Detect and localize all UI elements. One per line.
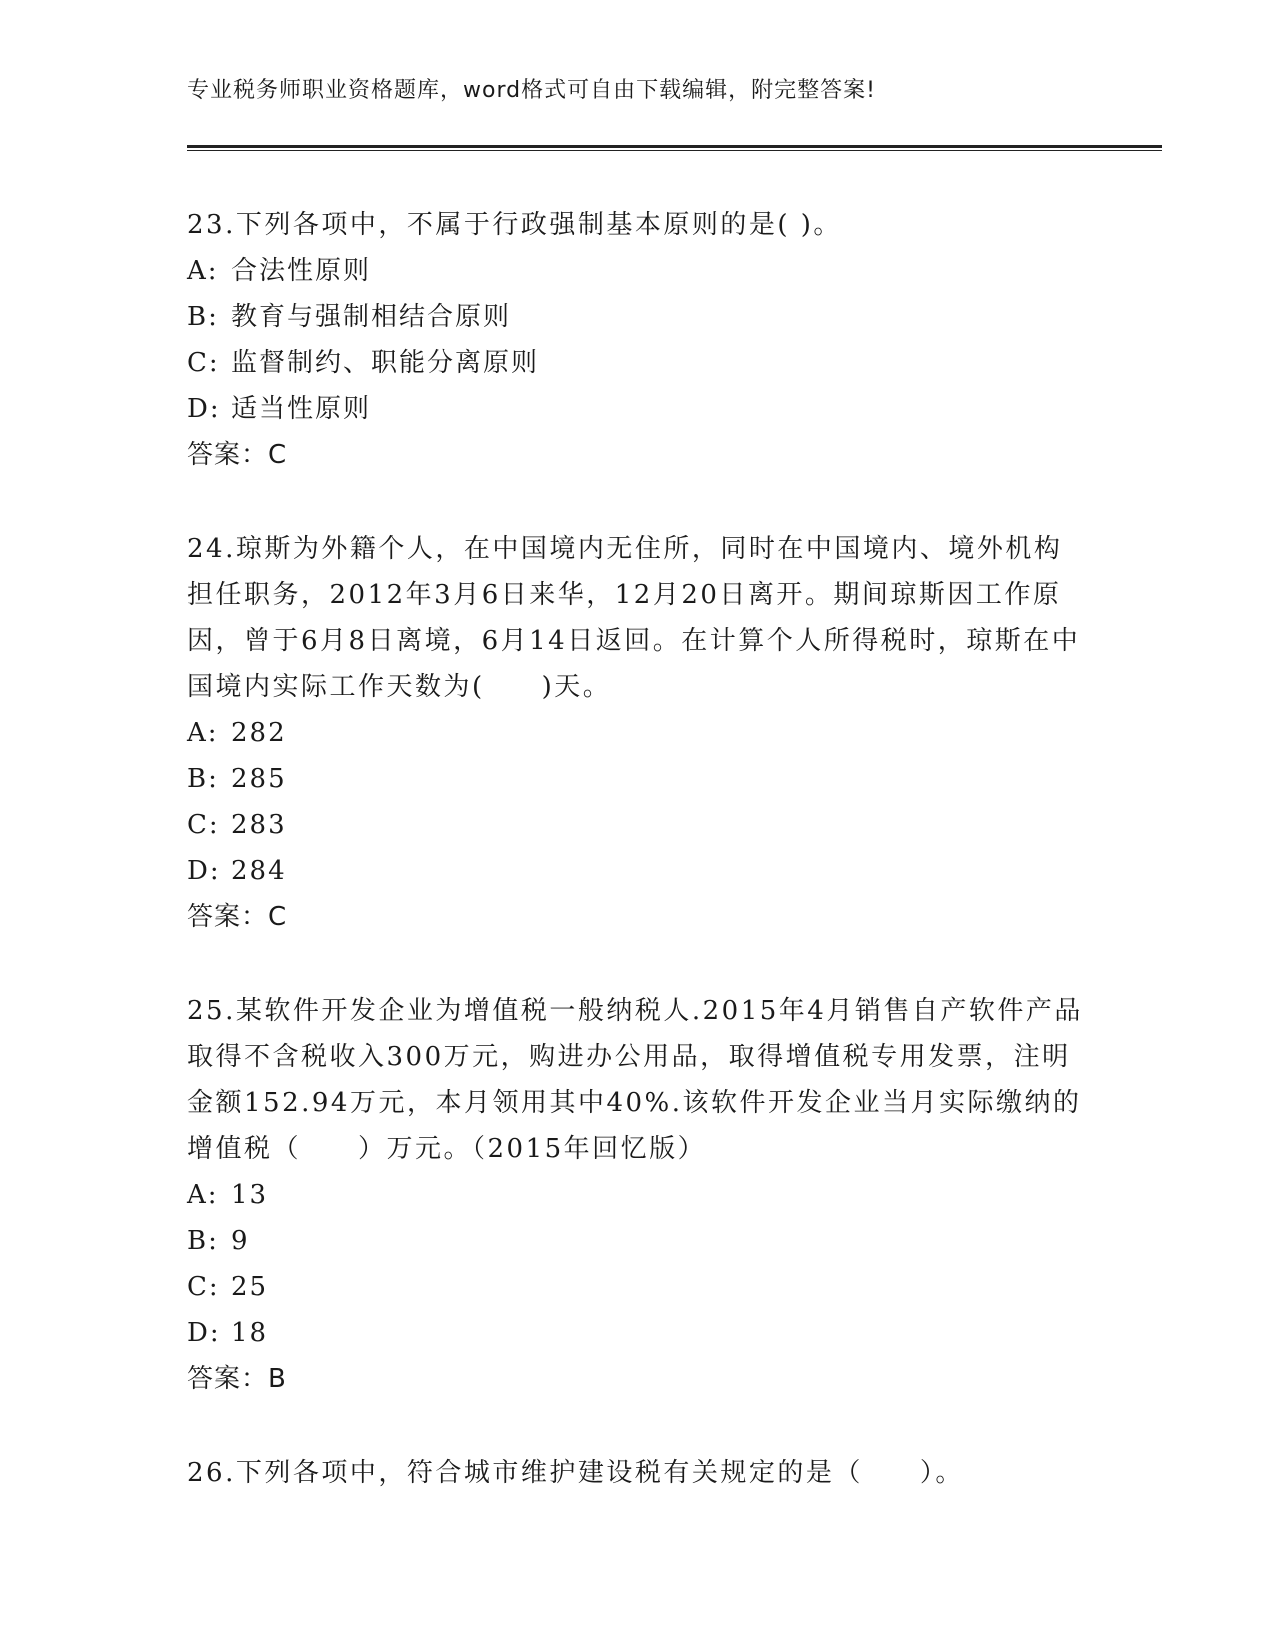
answer-line: 答案：C [187, 902, 288, 932]
option-text: 13 [231, 1180, 269, 1210]
option-b [187, 756, 1087, 802]
option-key: A: [187, 1180, 219, 1210]
option-key: B: [187, 764, 219, 794]
option-text: 教育与强制相结合原则 [231, 302, 512, 332]
option-key: D: [187, 856, 221, 886]
page-header-text: 专业税务师职业资格题库，word格式可自由下载编辑，附完整答案! [187, 78, 876, 103]
question-stem: 26.下列各项中，符合城市维护建设税有关规定的是（ ）。 [187, 1458, 964, 1488]
option-text: 监督制约、职能分离原则 [231, 348, 540, 378]
option-d [187, 1310, 1087, 1356]
question-24 [187, 526, 1087, 940]
option-text: 283 [231, 810, 287, 840]
option-d [187, 848, 1087, 894]
question-26 [187, 1450, 1087, 1496]
option-key: B: [187, 302, 219, 332]
header-divider [187, 145, 1162, 151]
option-c [187, 340, 1087, 386]
option-text: 合法性原则 [231, 256, 372, 286]
option-text: 285 [231, 764, 287, 794]
option-key: D: [187, 1318, 221, 1348]
option-key: D: [187, 394, 221, 424]
option-a [187, 248, 1087, 294]
option-text: 18 [231, 1318, 269, 1348]
option-text: 284 [231, 856, 287, 886]
question-stem: 25.某软件开发企业为增值税一般纳税人.2015年4月销售自产软件产品取得不含税收入300万元，购进办公用品，取得增值税专用发票，注明金额152.94万元，本月领用其中40%.该软件开发企业当月实际缴纳的增值税（ ）万元。（2015年回忆版） [187, 996, 1083, 1164]
option-key: A: [187, 256, 219, 286]
question-list [187, 202, 1087, 1544]
option-key: C: [187, 348, 220, 378]
option-a [187, 1172, 1087, 1218]
option-d [187, 386, 1087, 432]
question-stem: 23.下列各项中，不属于行政强制基本原则的是( )。 [187, 210, 842, 240]
option-c [187, 802, 1087, 848]
option-text: 适当性原则 [231, 394, 372, 424]
option-key: C: [187, 810, 220, 840]
option-key: B: [187, 1226, 219, 1256]
option-b [187, 294, 1087, 340]
option-text: 282 [231, 718, 287, 748]
option-text: 9 [231, 1226, 250, 1256]
option-text: 25 [231, 1272, 269, 1302]
option-b [187, 1218, 1087, 1264]
option-c [187, 1264, 1087, 1310]
option-key: A: [187, 718, 219, 748]
question-25 [187, 988, 1087, 1402]
option-key: C: [187, 1272, 220, 1302]
answer-line: 答案：B [187, 1364, 287, 1394]
question-stem: 24.琼斯为外籍个人，在中国境内无住所，同时在中国境内、境外机构担任职务，2012年3月6日来华，12月20日离开。期间琼斯因工作原因，曾于6月8日离境，6月14日返回。在计算个人所得税时，琼斯在中国境内实际工作天数为( )天。 [187, 534, 1081, 702]
question-23 [187, 202, 1087, 478]
option-a [187, 710, 1087, 756]
answer-line: 答案：C [187, 440, 288, 470]
